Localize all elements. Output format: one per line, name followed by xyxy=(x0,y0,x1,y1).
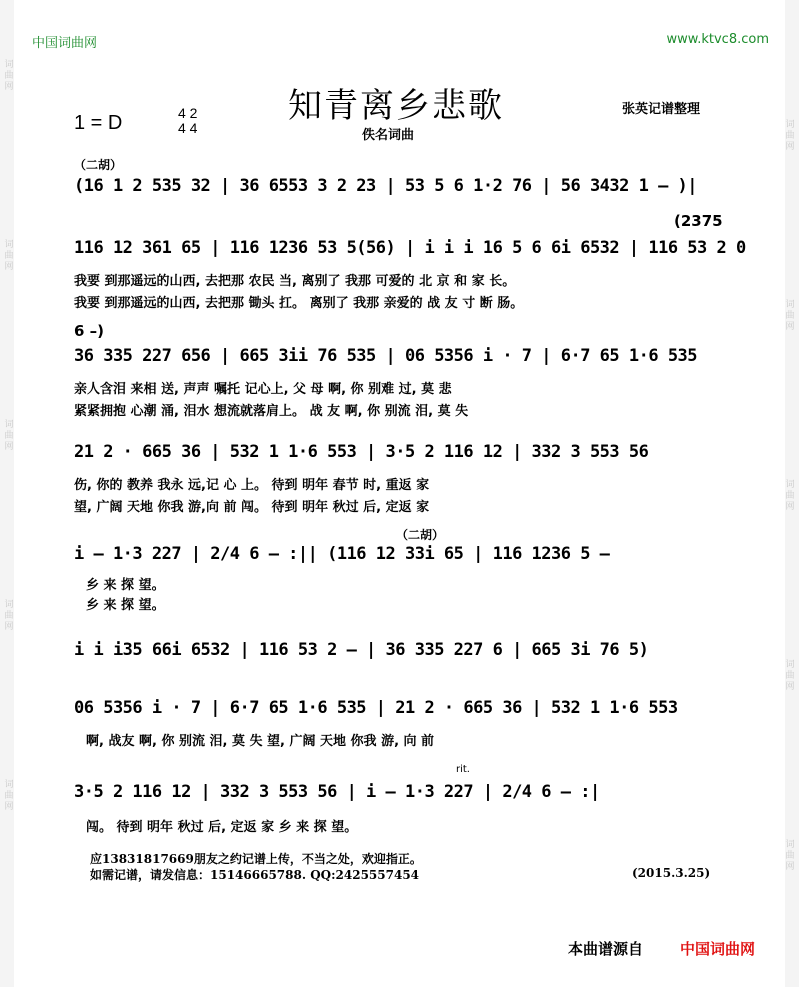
system-2-lyric-2: 我要 到那遥远的山西, 去把那 锄头 扛。 离别了 我那 亲爱的 战 友 寸 断 肠。 xyxy=(74,296,524,311)
system-3-marks: 6 –) xyxy=(74,322,105,340)
system-5-notes: i – 1·3 227 | 2/4 6 – :|| (116 12 33i 65 | 116 1236 5 – xyxy=(74,544,610,564)
watermark-right-1: 词曲网 xyxy=(785,120,795,152)
site-name-link[interactable]: 中国词曲网 xyxy=(32,36,98,51)
watermark-left-1: 词曲网 xyxy=(4,60,14,92)
watermark-left-3: 词曲网 xyxy=(4,420,14,452)
system-1-marks: （二胡） xyxy=(74,158,123,172)
system-3-lyric-1: 亲人含泪 来相 送, 声声 嘱托 记心上, 父 母 啊, 你 别难 过, 莫 悲 xyxy=(74,382,452,397)
system-3-notes: 36 335 227 656 | 665 3ii 76 535 | 06 5356 i · 7 | 6·7 65 1·6 535 xyxy=(74,346,698,366)
watermark-left-4: 词曲网 xyxy=(4,600,14,632)
system-8-marks: rit. xyxy=(456,764,470,775)
watermark-left-5: 词曲网 xyxy=(4,780,14,812)
system-6-notes: i i i35 66i 6532 | 116 53 2 – | 36 335 227 6 | 665 3i 76 5) xyxy=(74,640,649,660)
date-note: (2015.3.25) xyxy=(632,866,711,880)
watermark-right-5: 词曲网 xyxy=(785,840,795,872)
time-signature xyxy=(178,106,197,136)
watermark-left-2: 词曲网 xyxy=(4,240,14,272)
watermark-right-4: 词曲网 xyxy=(785,660,795,692)
watermark-right-3: 词曲网 xyxy=(785,480,795,512)
watermark-right-2: 词曲网 xyxy=(785,300,795,332)
key-signature: 1 = D xyxy=(74,112,123,134)
song-title: 知青离乡悲歌 xyxy=(288,86,504,126)
system-4-lyric-1: 伤, 你的 教养 我永 远,记 心 上。 待到 明年 春节 时, 重返 家 xyxy=(74,478,430,493)
source-label: 本曲谱源自 xyxy=(568,940,644,958)
system-8-lyric-1: 闯。 待到 明年 秋过 后, 定返 家 乡 来 探 望。 xyxy=(86,820,358,835)
author-credit: 佚名词曲 xyxy=(362,128,415,143)
system-7-lyric-1: 啊, 战友 啊, 你 别流 泪, 莫 失 望, 广阔 天地 你我 游, 向 前 xyxy=(86,734,435,749)
system-2-notes: 116 12 361 65 | 116 1236 53 5(56) | i i i 16 5 6 6i 6532 | 116 53 2 0 xyxy=(74,238,746,258)
system-3-lyric-2: 紧紧拥抱 心潮 涌, 泪水 想流就落肩上。 战 友 啊, 你 别流 泪, 莫 失 xyxy=(74,404,469,419)
source-site-link[interactable]: 中国词曲网 xyxy=(680,940,756,958)
system-2-marks: (2375 xyxy=(674,212,723,230)
system-7-notes: 06 5356 i · 7 | 6·7 65 1·6 535 | 21 2 · 665 36 | 532 1 1·6 553 xyxy=(74,698,678,718)
system-1-notes: (16 1 2 535 32 | 36 6553 3 2 23 | 53 5 6 1·2 76 | 56 3432 1 – )| xyxy=(74,176,698,196)
system-5-lyric-1: 乡 来 探 望。 xyxy=(86,578,165,593)
system-5-marks: （二胡） xyxy=(396,528,445,542)
time-signature-bottom: 4 4 xyxy=(178,120,198,136)
time-signature-top: 4 2 xyxy=(178,105,198,121)
left-margin-strip xyxy=(0,0,14,987)
uploader-note: 应13831817669朋友之约记谱上传，不当之处，欢迎指正。 xyxy=(90,852,422,866)
system-8-notes: 3·5 2 116 12 | 332 3 553 56 | i – 1·3 227 | 2/4 6 – :| xyxy=(74,782,600,802)
site-url-link[interactable]: www.ktvc8.com xyxy=(666,32,769,47)
arranger-credit: 张英记谱整理 xyxy=(622,102,701,117)
contact-note: 如需记谱，请发信息：15146665788. QQ:2425557454 xyxy=(90,868,420,882)
system-5-lyric-2: 乡 来 探 望。 xyxy=(86,598,165,613)
system-2-lyric-1: 我要 到那遥远的山西, 去把那 农民 当, 离别了 我那 可爱的 北 京 和 家 长。 xyxy=(74,274,516,289)
system-4-lyric-2: 望, 广阔 天地 你我 游,向 前 闯。 待到 明年 秋过 后, 定返 家 xyxy=(74,500,430,515)
system-4-notes: 21 2 · 665 36 | 532 1 1·6 553 | 3·5 2 116 12 | 332 3 553 56 xyxy=(74,442,649,462)
